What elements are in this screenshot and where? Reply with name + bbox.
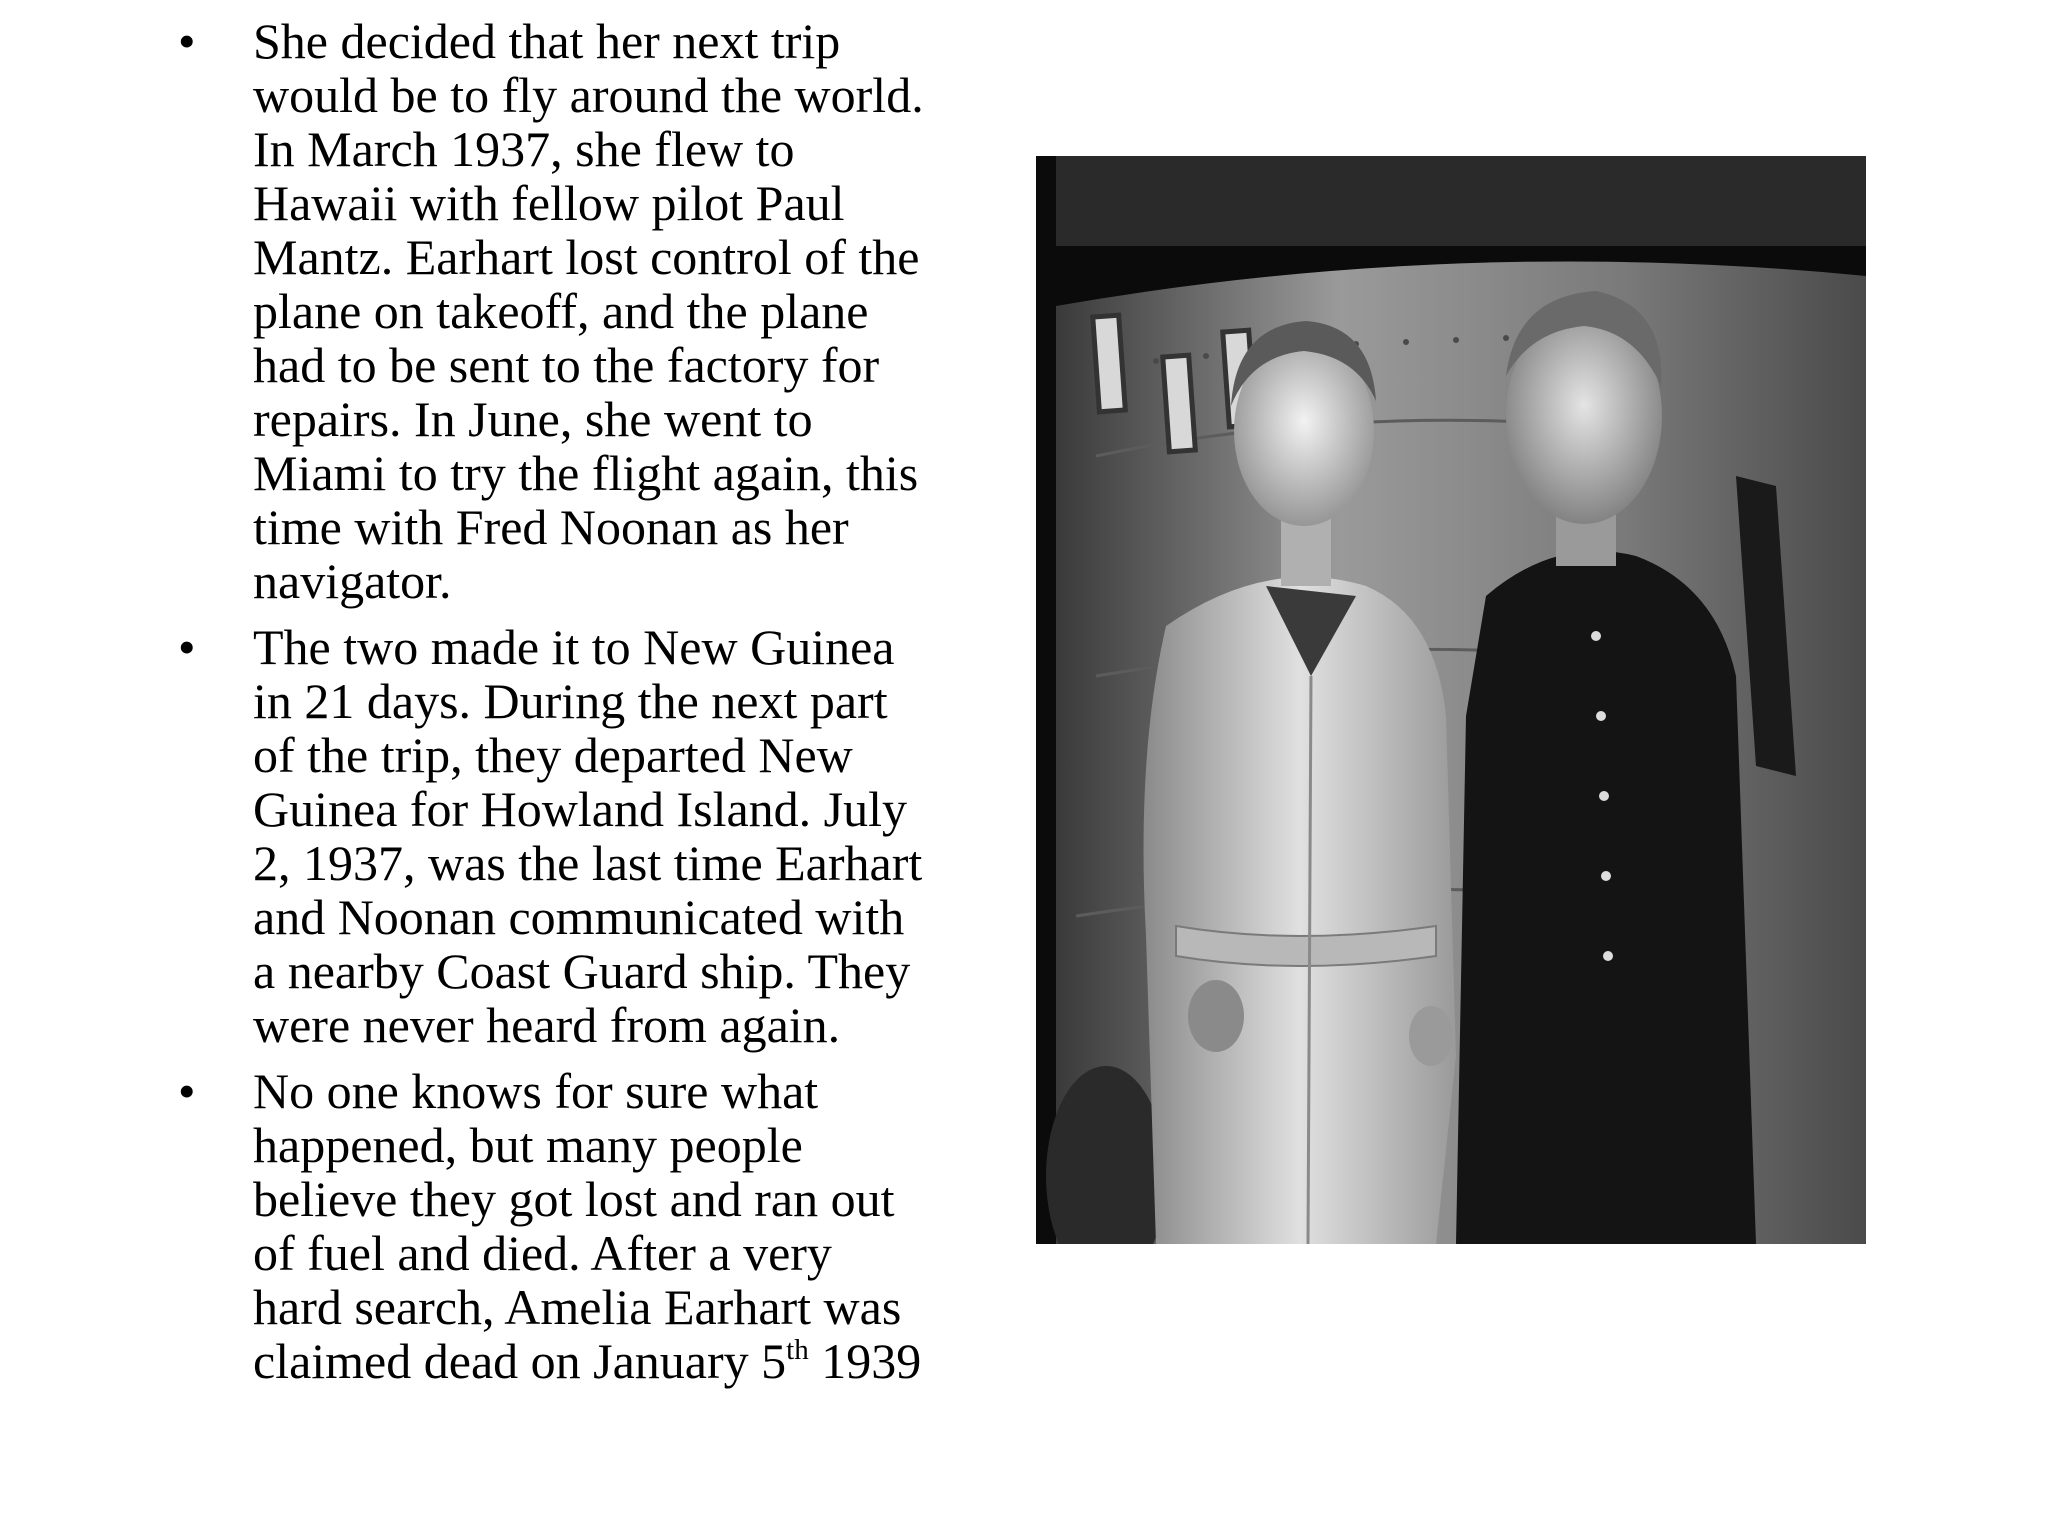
black-and-white-photo-of-two-aviators-beside-airplane-icon xyxy=(1036,156,1866,1244)
bullet-mark: • xyxy=(178,13,196,69)
ordinal-suffix: th xyxy=(786,1334,809,1366)
date-text: claimed dead on January 5 xyxy=(253,1333,787,1389)
text-line: Mantz. Earhart lost control of the xyxy=(253,229,920,285)
bullet-mark: • xyxy=(178,619,196,675)
text-line: The two made it to New Guinea xyxy=(253,619,895,675)
text-line: had to be sent to the factory for xyxy=(253,337,880,393)
bullet-item-2 xyxy=(178,620,1008,1052)
text-line: She decided that her next trip xyxy=(253,13,841,69)
text-line: believe they got lost and ran out xyxy=(253,1171,895,1227)
text-line: of fuel and died. After a very xyxy=(253,1225,832,1281)
text-line: repairs. In June, she went to xyxy=(253,391,813,447)
text-line: of the trip, they departed New xyxy=(253,727,853,783)
text-line: hard search, Amelia Earhart was xyxy=(253,1279,902,1335)
text-line: In March 1937, she flew to xyxy=(253,121,795,177)
text-line: happened, but many people xyxy=(253,1117,803,1173)
text-line: No one knows for sure what xyxy=(253,1063,819,1119)
bullet-item-1 xyxy=(178,14,1008,608)
text-line: time with Fred Noonan as her xyxy=(253,499,849,555)
text-line: and Noonan communicated with xyxy=(253,889,905,945)
text-line: a nearby Coast Guard ship. They xyxy=(253,943,911,999)
text-line: navigator. xyxy=(253,553,452,609)
bullet-item-3 xyxy=(178,1064,1008,1388)
text-line: in 21 days. During the next part xyxy=(253,673,888,729)
year-text: 1939 xyxy=(808,1333,922,1389)
text-line: plane on takeoff, and the plane xyxy=(253,283,869,339)
aviators-photo xyxy=(1036,156,1866,1244)
text-line-last xyxy=(253,1334,1008,1388)
text-line: 2, 1937, was the last time Earhart xyxy=(253,835,923,891)
text-line: Hawaii with fellow pilot Paul xyxy=(253,175,845,231)
text-line: Guinea for Howland Island. July xyxy=(253,781,908,837)
bullet-list xyxy=(178,14,1008,1400)
text-line: were never heard from again. xyxy=(253,997,841,1053)
bullet-mark: • xyxy=(178,1063,196,1119)
text-line: would be to fly around the world. xyxy=(253,67,924,123)
text-line: Miami to try the flight again, this xyxy=(253,445,919,501)
